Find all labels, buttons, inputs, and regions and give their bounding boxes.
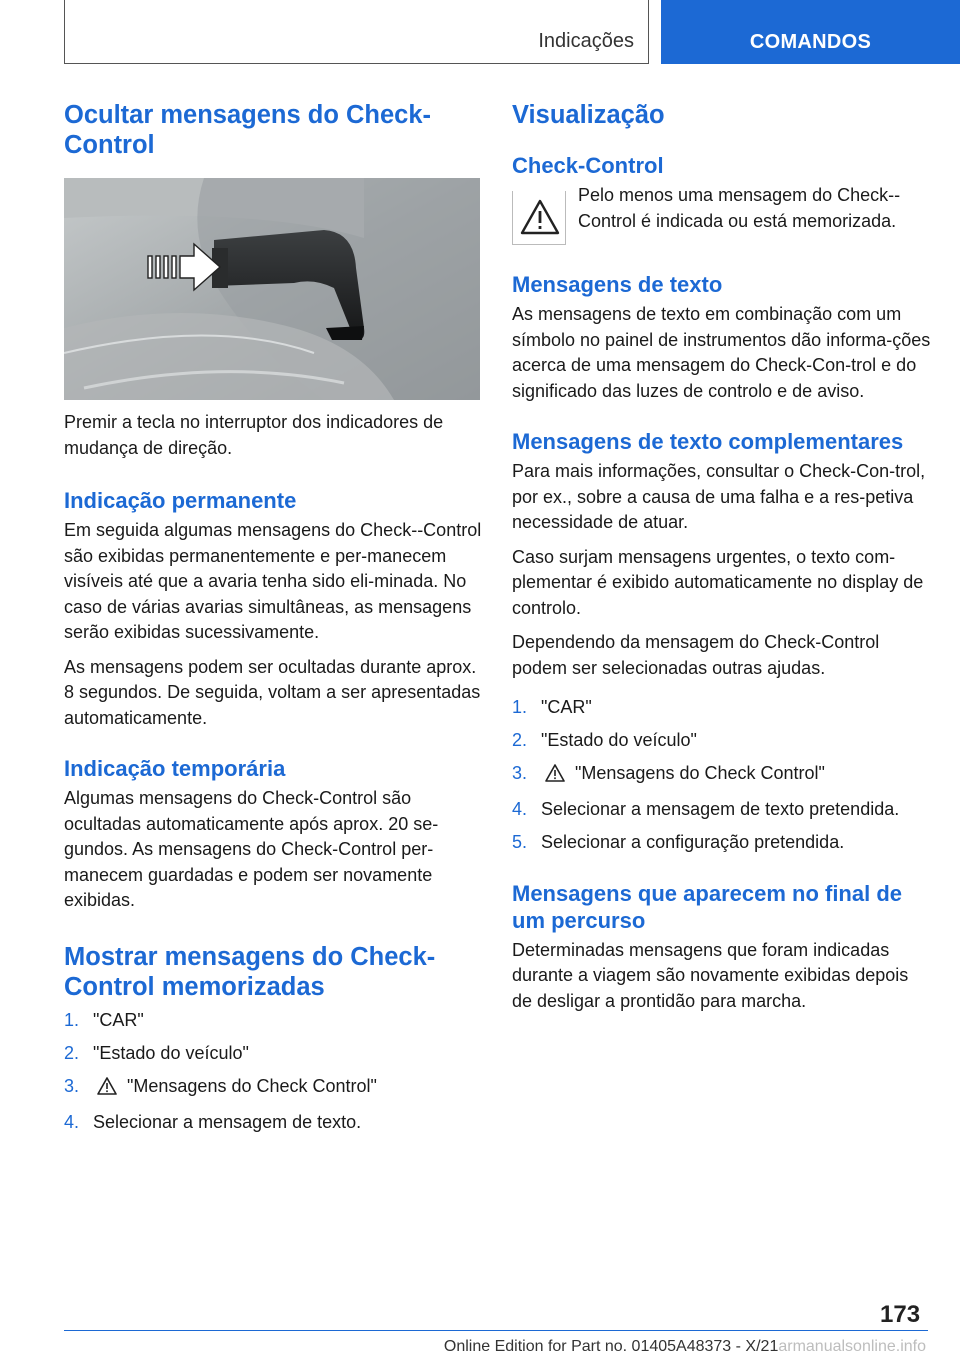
footer-edition: Online Edition for Part no. 01405A48373 - X/21armanualsonline.info (443, 1338, 926, 1355)
paragraph-text-messages: As mensagens de texto em combinação com um símbolo no painel de instrumentos dão informa-ções acerca de uma mensagem do Check-Con-trol e do significado das luzes de controlo e de aviso. (512, 304, 931, 401)
chapter-tab: COMANDOS (661, 0, 960, 64)
heading-end-of-trip-messages: Mensagens que aparecem no final de um percurso (512, 880, 903, 933)
section-title: Indicações (538, 30, 634, 52)
section-header-box (64, 0, 649, 64)
list-item: 5. Selecionar a configuração pretendida. (512, 832, 845, 852)
list-item: 2. "Estado do veículo" (64, 1042, 249, 1063)
left-column (64, 100, 484, 1143)
heading-text-messages: Mensagens de texto (512, 272, 723, 297)
check-control-note (512, 183, 932, 253)
right-column (512, 100, 932, 1023)
turn-signal-stalk-illustration (64, 178, 480, 400)
paragraph-temporary: Algumas mensagens do Check-Control são ocultadas automaticamente após aprox. 20 se-gundos. As mensagens do Check-Control per-manecem guardadas e podem ser novamente exibidas. (64, 788, 439, 910)
paragraph-permanent-1: Em seguida algumas mensagens do Check--Control são exibidas permanentemente e per-manecem visíveis até que a avaria tenha sido eli-minada. No caso de várias avarias simultâneas, as mensagens serão exibidas sucessivamente. (64, 520, 482, 642)
heading-show-stored-messages: Mostrar mensagens do Check-Control memorizadas (64, 942, 436, 1001)
list-item: 4. Selecionar a mensagem de texto pretendida. (512, 799, 900, 819)
figure-caption: Premir a tecla no interruptor dos indicadores de mudança de direção. (64, 412, 444, 458)
paragraph-supplementary-1: Para mais informações, consultar o Check-Con-trol, por ex., sobre a causa de uma falha e a res-petiva necessidade de atuar. (512, 461, 926, 532)
heading-display: Visualização (512, 101, 665, 129)
list-item: 1. "CAR" (512, 697, 592, 717)
list-item: 3. "Mensagens do Check Control" (512, 761, 932, 790)
steps-list-right (512, 695, 932, 856)
paragraph-permanent-2: As mensagens podem ser ocultadas durante aprox. 8 segundos. De seguida, voltam a ser apresentadas automaticamente. (64, 656, 481, 728)
watermark-text: armanualsonline.info (778, 1338, 926, 1355)
list-item: 2. "Estado do veículo" (512, 730, 697, 750)
page-header (0, 0, 960, 66)
warning-triangle-icon (97, 1077, 117, 1103)
paragraph-end-of-trip: Determinadas mensagens que foram indicadas durante a viagem são novamente exibidas depois de desligar a prontidão para marcha. (512, 939, 909, 1011)
heading-check-control: Check-Control (512, 153, 664, 178)
warning-triangle-icon (545, 764, 565, 790)
warning-triangle-icon (512, 191, 566, 245)
heading-supplementary-text: Mensagens de texto complementares (512, 429, 904, 454)
heading-hide-messages: Ocultar mensagens do Check-Control (64, 101, 432, 159)
list-item: 1. "CAR" (64, 1009, 144, 1030)
list-item: 4. Selecionar a mensagem de texto. (64, 1111, 362, 1132)
steps-list-left (64, 1008, 484, 1136)
paragraph-supplementary-3: Dependendo da mensagem do Check-Control podem ser selecionadas outras ajudas. (512, 632, 880, 678)
footer-divider (64, 1330, 928, 1331)
page-number: 173 (880, 1301, 921, 1328)
paragraph-supplementary-2: Caso surjam mensagens urgentes, o texto com-plementar é exibido automaticamente no display de controlo. (512, 546, 924, 618)
list-item: 3. "Mensagens do Check Control" (64, 1074, 484, 1103)
heading-permanent-indication: Indicação permanente (64, 488, 297, 513)
paragraph-check-control: Pelo menos uma mensagem do Check--Control é indicada ou está memorizada. (578, 185, 901, 231)
heading-temporary-indication: Indicação temporária (64, 756, 286, 781)
